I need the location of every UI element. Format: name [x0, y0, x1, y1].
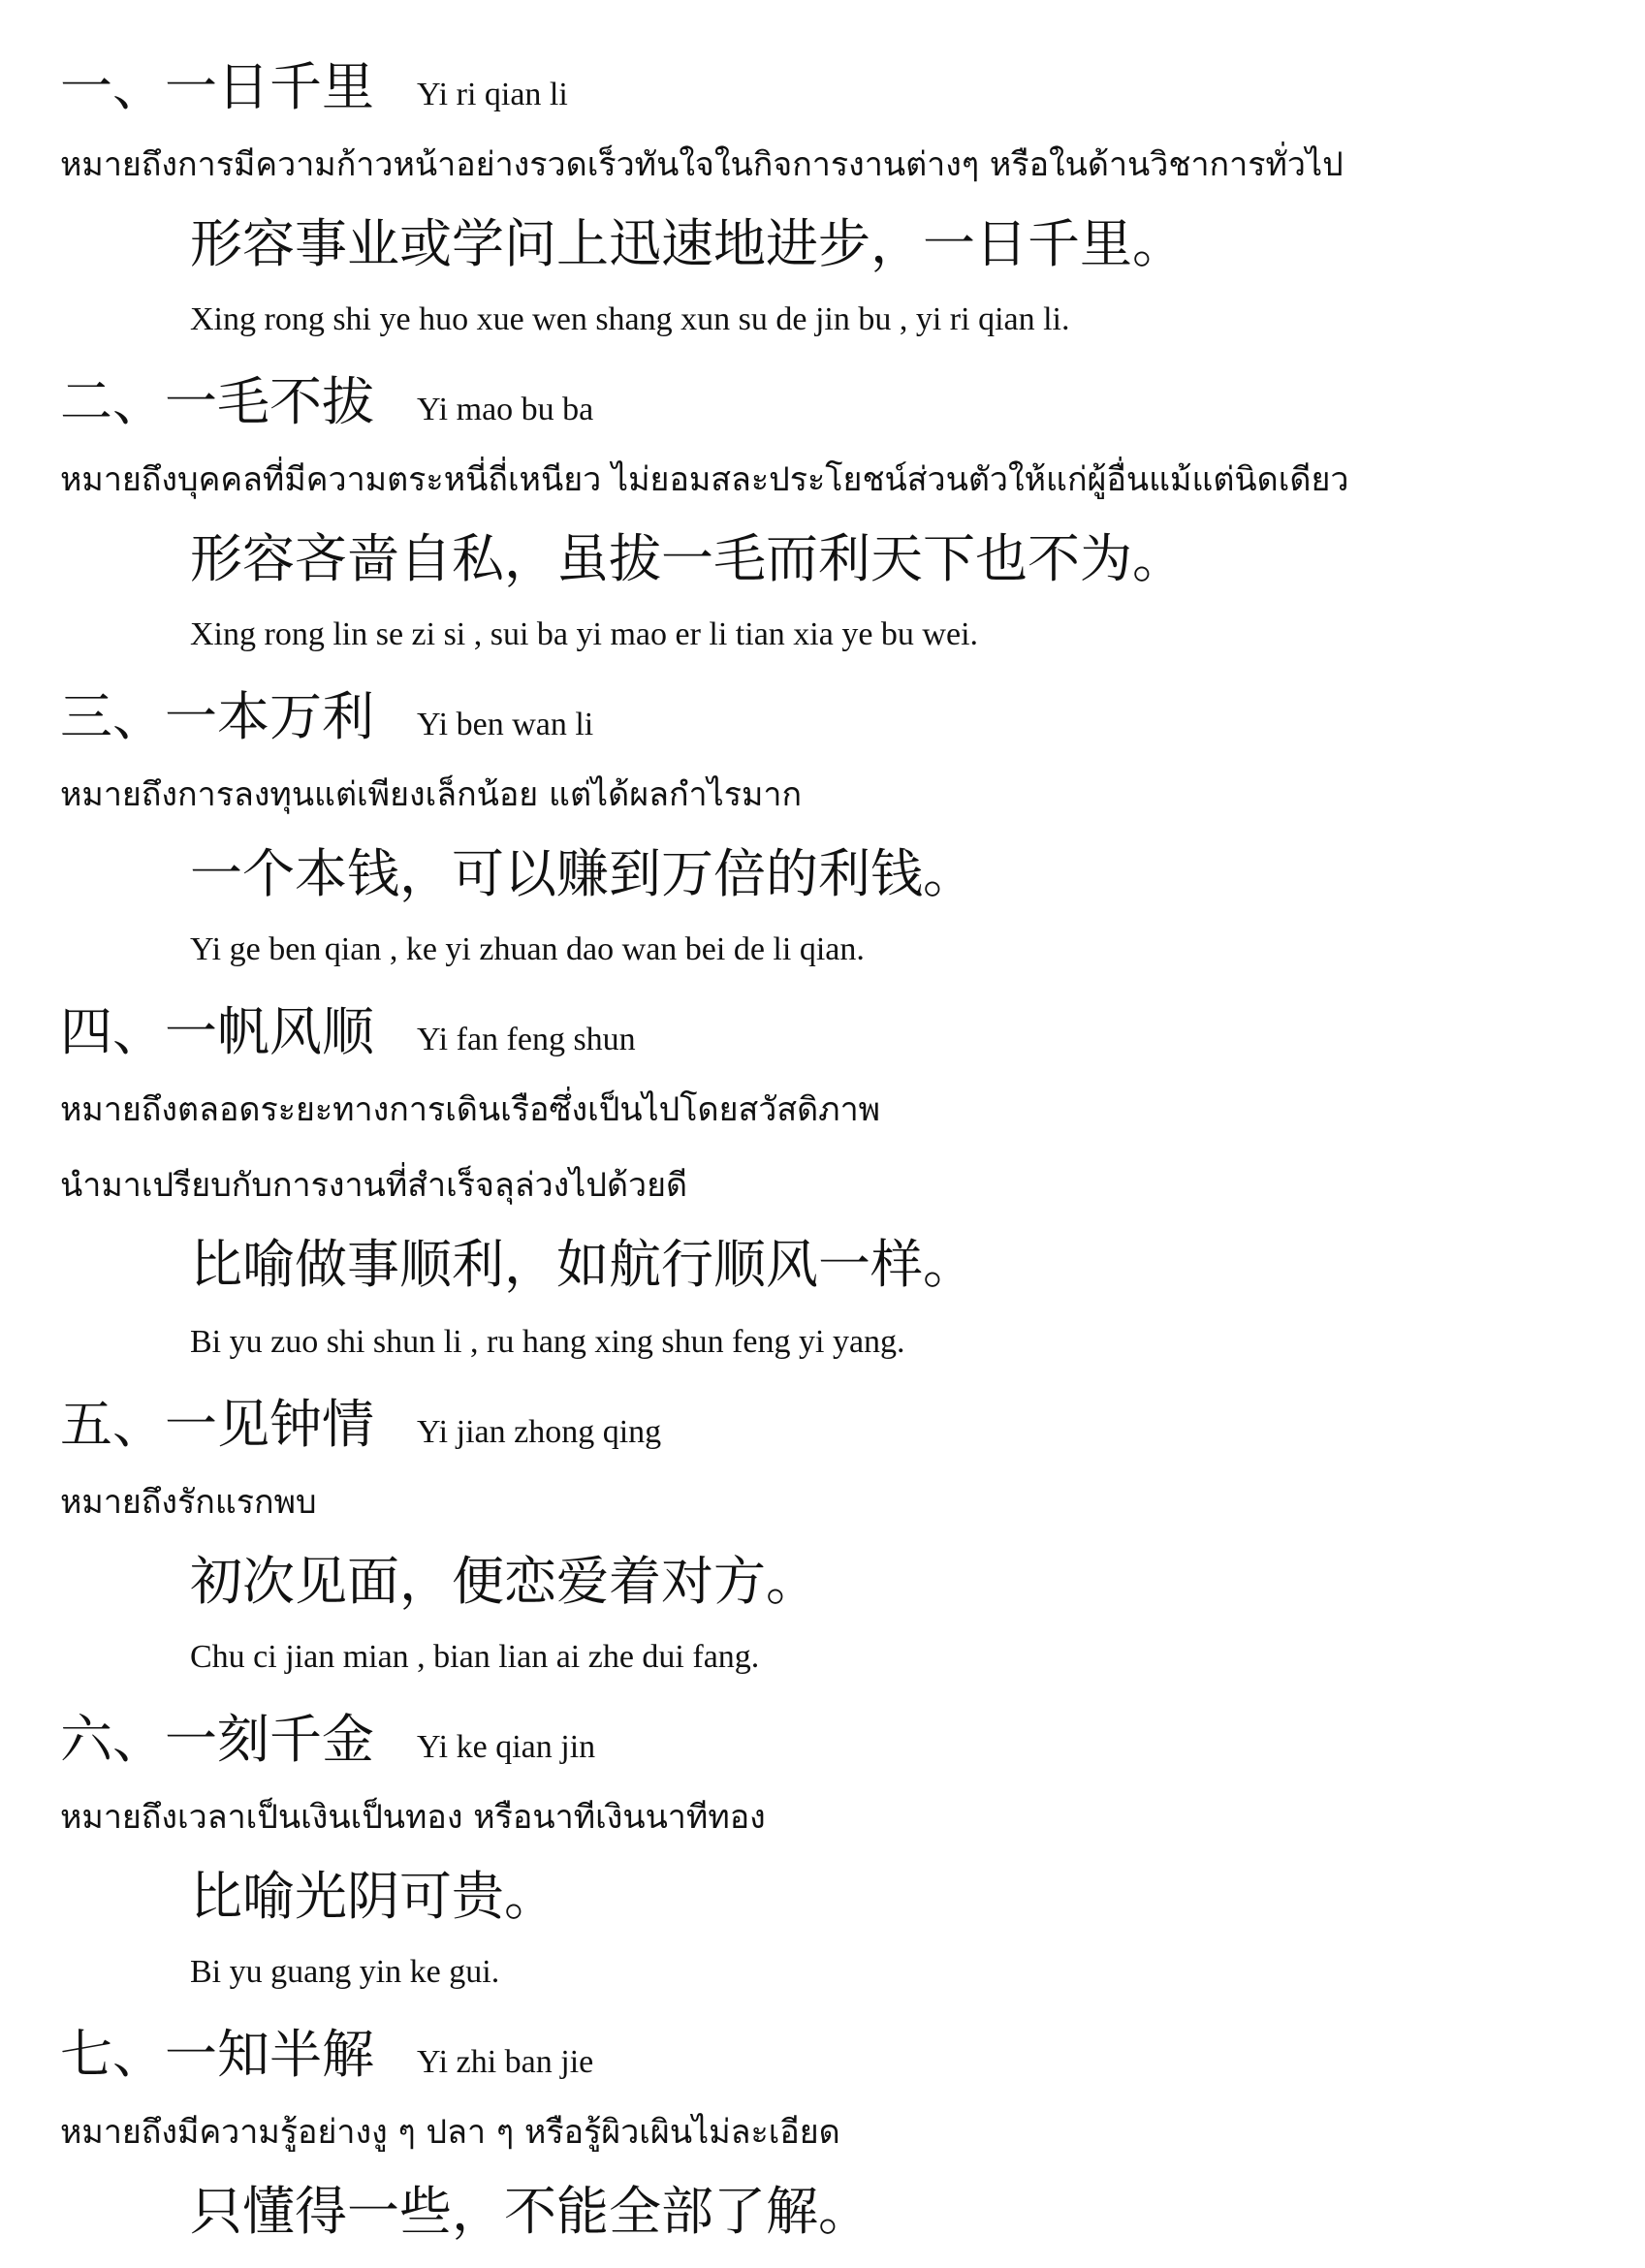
chinese-explanation: 一个本钱，可以赚到万倍的利钱。: [190, 843, 975, 904]
idiom-pinyin: Yi fan feng shun: [417, 1022, 636, 1057]
idiom-title: 二、一毛不拔: [60, 371, 374, 432]
chinese-explanation: 形容吝啬自私，虽拔一毛而利天下也不为。: [190, 528, 1185, 589]
romanized-explanation: Chu ci jian mian , bian lian ai zhe dui fang.: [190, 1639, 760, 1675]
idiom-heading: [60, 53, 568, 121]
romanized-explanation: Yi ge ben qian , ke yi zhuan dao wan bei de li qian.: [190, 931, 865, 967]
idiom-heading: [60, 1391, 661, 1459]
idiom-heading: [60, 998, 636, 1066]
idiom-heading: [60, 2021, 593, 2089]
idiom-title: 五、一见钟情: [60, 1394, 374, 1455]
idiom-pinyin: Yi ben wan li: [417, 707, 594, 742]
idiom-title: 三、一本万利: [60, 686, 374, 747]
idiom-heading: [60, 1706, 595, 1774]
idiom-pinyin: Yi jian zhong qing: [417, 1414, 662, 1450]
idiom-heading: [60, 368, 593, 436]
romanized-explanation: Bi yu guang yin ke gui.: [190, 1954, 500, 1990]
idiom-pinyin: Yi zhi ban jie: [417, 2044, 594, 2080]
idiom-title: 六、一刻千金: [60, 1709, 374, 1770]
chinese-explanation: 初次见面，便恋爱着对方。: [190, 1551, 818, 1612]
chinese-explanation: 比喻做事顺利，如航行顺风一样。: [190, 1234, 975, 1295]
chinese-explanation: 只懂得一些，不能全部了解。: [190, 2181, 870, 2242]
idiom-pinyin: Yi mao bu ba: [417, 392, 594, 427]
thai-meaning: นำมาเปรียบกับการงานที่สำเร็จลุล่วงไปด้วยดี: [60, 1166, 688, 1205]
chinese-explanation: 比喻光阴可贵。: [190, 1866, 556, 1927]
thai-meaning: หมายถึงรักแรกพบ: [60, 1483, 317, 1522]
idiom-pinyin: Yi ri qian li: [417, 77, 568, 112]
idiom-pinyin: Yi ke qian jin: [417, 1729, 596, 1765]
idiom-title: 一、一日千里: [60, 56, 374, 117]
idiom-title: 七、一知半解: [60, 2024, 374, 2085]
romanized-explanation: Xing rong lin se zi si , sui ba yi mao er li tian xia ye bu wei.: [190, 616, 979, 652]
thai-meaning: หมายถึงการลงทุนแต่เพียงเล็กน้อย แต่ได้ผลกำไรมาก: [60, 775, 803, 814]
chinese-explanation: 形容事业或学问上迅速地进步，一日千里。: [190, 213, 1185, 274]
thai-meaning: หมายถึงตลอดระยะทางการเดินเรือซึ่งเป็นไปโดยสวัสดิภาพ: [60, 1090, 881, 1129]
thai-meaning: หมายถึงการมีความก้าวหน้าอย่างรวดเร็วทันใจในกิจการงานต่างๆ หรือในด้านวิชาการทั่วไป: [60, 145, 1344, 184]
idiom-title: 四、一帆风顺: [60, 1001, 374, 1062]
idiom-heading: [60, 683, 593, 751]
romanized-explanation: Xing rong shi ye huo xue wen shang xun su de jin bu , yi ri qian li.: [190, 301, 1070, 337]
romanized-explanation: Bi yu zuo shi shun li , ru hang xing shun feng yi yang.: [190, 1324, 905, 1360]
thai-meaning: หมายถึงมีความรู้อย่างงู ๆ ปลา ๆ หรือรู้ผิวเผินไม่ละเอียด: [60, 2113, 840, 2152]
thai-meaning: หมายถึงเวลาเป็นเงินเป็นทอง หรือนาทีเงินนาทีทอง: [60, 1798, 766, 1837]
thai-meaning: หมายถึงบุคคลที่มีความตระหนี่ถี่เหนียว ไม่ยอมสละประโยชน์ส่วนตัวให้แก่ผู้อื่นแม้แต่นิดเดียว: [60, 460, 1349, 499]
